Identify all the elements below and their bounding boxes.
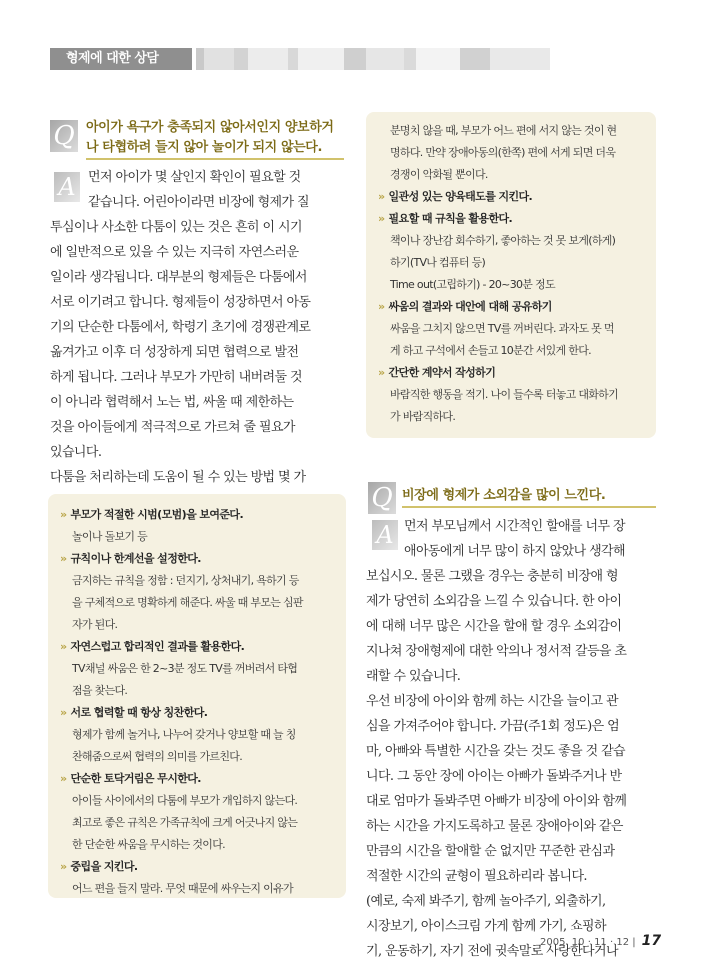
answer-line: 옮겨가고 이후 더 성장하게 되면 협력으로 발전 bbox=[50, 345, 299, 360]
question-2 bbox=[402, 486, 656, 508]
question-1-line-1: 아이가 욕구가 충족되지 않아서인지 양보하거 bbox=[86, 120, 334, 135]
chevron-bullet-icon: » bbox=[60, 640, 67, 653]
tip-heading bbox=[378, 296, 642, 318]
tip-detail: TV채널 싸움은 한 2~3분 정도 TV를 꺼버려서 타협 bbox=[72, 662, 298, 675]
answer-line: 만큼의 시간을 할애할 순 없지만 꾸준한 관심과 bbox=[366, 844, 615, 859]
tip-detail: 놀이나 돌보기 등 bbox=[72, 530, 148, 543]
tip-heading-text: 일관성 있는 양육태도를 지킨다. bbox=[388, 190, 533, 203]
answer-line: 투심이나 사소한 다툼이 있는 것은 흔히 이 시기 bbox=[50, 220, 302, 235]
tip-heading bbox=[60, 548, 332, 570]
answer-line: 먼저 아이가 몇 살인지 확인이 필요할 것 bbox=[88, 170, 301, 185]
answer-line: 대로 엄마가 돌봐주면 아빠가 비장에 아이와 함께 bbox=[366, 794, 627, 809]
chevron-bullet-icon: » bbox=[60, 772, 67, 785]
answer-line: 기의 단순한 다툼에서, 학령기 초기에 경쟁관계로 bbox=[50, 320, 311, 335]
question-1-line-2: 나 타협하려 들지 않아 놀이가 되지 않는다. bbox=[86, 140, 322, 155]
answer-line: 심을 가져주어야 합니다. 가끔(주1회 정도)은 엄 bbox=[366, 719, 620, 734]
header-strip-segment bbox=[298, 48, 344, 70]
tip-detail: 싸움을 그치지 않으면 TV를 꺼버린다. 과자도 못 먹 bbox=[390, 322, 614, 335]
header-strip-segment bbox=[404, 48, 416, 70]
tip-heading bbox=[60, 702, 332, 724]
answer-line: 하는 시간을 가지도록하고 물론 장애아이와 같은 bbox=[366, 819, 623, 834]
tip-detail: 을 구체적으로 명확하게 해준다. 싸울 때 부모는 심판 bbox=[72, 596, 303, 609]
chevron-bullet-icon: » bbox=[378, 366, 385, 379]
tip-heading bbox=[60, 504, 332, 526]
tip-heading-text: 중립을 지킨다. bbox=[70, 860, 138, 873]
tip-detail: 어느 편을 들지 말라. 무엇 때문에 싸우는지 이유가 bbox=[72, 882, 293, 895]
answer-line: (예로, 숙제 봐주기, 함께 놀아주기, 외출하기, bbox=[366, 894, 606, 909]
answer-line: 있습니다. bbox=[50, 445, 102, 460]
page-footer bbox=[540, 933, 661, 949]
question-2-line-1: 비장에 형제가 소외감을 많이 느낀다. bbox=[402, 488, 606, 503]
answer-line: 니다. 그 동안 장에 아이는 아빠가 돌봐주거나 반 bbox=[366, 769, 622, 784]
tip-detail: 형제가 함께 놀거나, 나누어 갖거나 양보할 때 늘 칭 bbox=[72, 728, 296, 741]
header-strip-segment bbox=[344, 48, 366, 70]
tip-detail: 금지하는 규칙을 정함 : 던지기, 상처내기, 욕하기 등 bbox=[72, 574, 299, 587]
answer-line: 애아동에게 너무 많이 하지 않았나 생각해 bbox=[404, 544, 625, 559]
tip-detail: 분명치 않을 때, 부모가 어느 편에 서지 않는 것이 현 bbox=[390, 124, 617, 137]
chevron-bullet-icon: » bbox=[60, 706, 67, 719]
tip-detail: 찬해줌으로써 협력의 의미를 가르친다. bbox=[72, 750, 243, 763]
tip-heading-text: 규칙이나 한계선을 설정한다. bbox=[70, 552, 201, 565]
answer-line: 이 아니라 협력해서 노는 법, 싸울 때 제한하는 bbox=[50, 395, 294, 410]
answer-line: 에 일반적으로 있을 수 있는 지극히 자연스러운 bbox=[50, 245, 299, 260]
section-header bbox=[0, 44, 702, 74]
answer-line: 같습니다. 어린아이라면 비장에 형제가 질 bbox=[88, 195, 309, 210]
tip-detail: 가 바람직하다. bbox=[390, 410, 456, 423]
tip-heading-text: 싸움의 결과와 대안에 대해 공유하기 bbox=[388, 300, 552, 313]
chevron-bullet-icon: » bbox=[378, 300, 385, 313]
answer-2 bbox=[366, 514, 658, 964]
chevron-bullet-icon: » bbox=[378, 190, 385, 203]
tip-heading bbox=[378, 362, 642, 384]
answer-mark-a1: A bbox=[54, 172, 80, 202]
tip-detail: 한 단순한 싸움을 무시하는 것이다. bbox=[72, 838, 225, 851]
tip-detail: 점을 찾는다. bbox=[72, 684, 128, 697]
answer-line: 서로 이기려고 합니다. 형제들이 성장하면서 아동 bbox=[50, 295, 311, 310]
answer-line: 다툼을 처리하는데 도움이 될 수 있는 방법 몇 가 bbox=[50, 470, 306, 485]
answer-line: 우선 비장에 아이와 함께 하는 시간을 늘이고 관 bbox=[366, 694, 618, 709]
header-strip-segment bbox=[248, 48, 288, 70]
answer-line: 보십시오. 물론 그랬을 경우는 충분히 비장애 형 bbox=[366, 569, 618, 584]
tip-detail: 책이나 장난감 회수하기, 좋아하는 것 못 보게(하게) bbox=[390, 234, 616, 247]
tip-heading bbox=[60, 856, 332, 878]
answer-line: 마, 아빠와 특별한 시간을 갖는 것도 좋을 것 같습 bbox=[366, 744, 625, 759]
question-mark-q1: Q bbox=[50, 120, 78, 152]
answer-line: 일이라 생각됩니다. 대부분의 형제들은 다툼에서 bbox=[50, 270, 307, 285]
answer-line: 래할 수 있습니다. bbox=[366, 669, 461, 684]
header-strip-segment bbox=[490, 48, 550, 70]
answer-line: 적절한 시간의 균형이 필요하리라 봅니다. bbox=[366, 869, 587, 884]
answer-line: 하게 됩니다. 그러나 부모가 가만히 내버려둘 것 bbox=[50, 370, 302, 385]
tips-box-left bbox=[48, 494, 346, 898]
section-title: 형제에 대한 상담 bbox=[50, 48, 192, 70]
tip-heading-text: 서로 협력할 때 항상 칭찬한다. bbox=[70, 706, 208, 719]
tip-detail: 바람직한 행동을 적기. 나이 들수록 터놓고 대화하기 bbox=[390, 388, 619, 401]
answer-line: 제가 당연히 소외감을 느낄 수 있습니다. 한 아이 bbox=[366, 594, 622, 609]
question-1 bbox=[86, 118, 344, 160]
chevron-bullet-icon: » bbox=[378, 212, 385, 225]
tip-heading bbox=[60, 768, 332, 790]
tip-detail: 게 하고 구석에서 손들고 10분간 서있게 한다. bbox=[390, 344, 591, 357]
tip-heading-text: 자연스럽고 합리적인 결과를 활용한다. bbox=[70, 640, 245, 653]
header-strip-segment bbox=[288, 48, 298, 70]
header-strip-segment bbox=[416, 48, 460, 70]
header-strip-segment bbox=[196, 48, 204, 70]
answer-line: 기, 운동하기, 자기 전에 귓속말로 사랑한다거나 bbox=[366, 944, 618, 959]
tip-heading-text: 단순한 토닥거림은 무시한다. bbox=[70, 772, 201, 785]
tip-detail: 경쟁이 악화될 뿐이다. bbox=[390, 168, 488, 181]
header-strip-segment bbox=[366, 48, 404, 70]
header-strip-segment bbox=[204, 48, 234, 70]
tip-heading bbox=[378, 186, 642, 208]
answer-line: 것을 아이들에게 적극적으로 가르쳐 줄 필요가 bbox=[50, 420, 295, 435]
tip-detail: 명하다. 만약 장애아동의(한쪽) 편에 서게 되면 더욱 bbox=[390, 146, 616, 159]
tip-detail: 하기(TV나 컴퓨터 등) bbox=[390, 256, 486, 269]
answer-line: 에 대해 너무 많은 시간을 할애 할 경우 소외감이 bbox=[366, 619, 622, 634]
tip-detail: 아이들 사이에서의 다툼에 부모가 개입하지 않는다. bbox=[72, 794, 298, 807]
tip-heading bbox=[378, 208, 642, 230]
chevron-bullet-icon: » bbox=[60, 552, 67, 565]
tip-heading-text: 간단한 계약서 작성하기 bbox=[388, 366, 496, 379]
chevron-bullet-icon: » bbox=[60, 860, 67, 873]
header-decoration-strip bbox=[196, 48, 702, 70]
answer-mark-a2: A bbox=[372, 520, 398, 550]
tip-detail: 자가 된다. bbox=[72, 618, 118, 631]
question-mark-q2: Q bbox=[368, 482, 396, 514]
tip-heading-text: 부모가 적절한 시범(모범)을 보여준다. bbox=[70, 508, 244, 521]
answer-line: 시장보기, 아이스크림 가게 함께 가기, 쇼핑하 bbox=[366, 919, 606, 934]
page-number: 17 bbox=[641, 933, 662, 949]
header-strip-segment bbox=[460, 48, 490, 70]
tips-box-right bbox=[366, 112, 656, 438]
tip-heading-text: 필요할 때 규칙을 활용한다. bbox=[388, 212, 513, 225]
tip-heading bbox=[60, 636, 332, 658]
answer-1 bbox=[50, 165, 346, 515]
tip-detail: 최고로 좋은 규칙은 가족규칙에 크게 어긋나지 않는 bbox=[72, 816, 298, 829]
issue-date: 2005. 10 · 11 · 12 | bbox=[540, 937, 636, 948]
header-strip-segment bbox=[234, 48, 248, 70]
answer-line: 먼저 부모님께서 시간적인 할애를 너무 장 bbox=[404, 519, 625, 534]
answer-line: 지나쳐 장애형제에 대한 악의나 정서적 갈등을 초 bbox=[366, 644, 627, 659]
chevron-bullet-icon: » bbox=[60, 508, 67, 521]
tip-detail: Time out(고립하기) - 20~30분 정도 bbox=[390, 278, 555, 291]
